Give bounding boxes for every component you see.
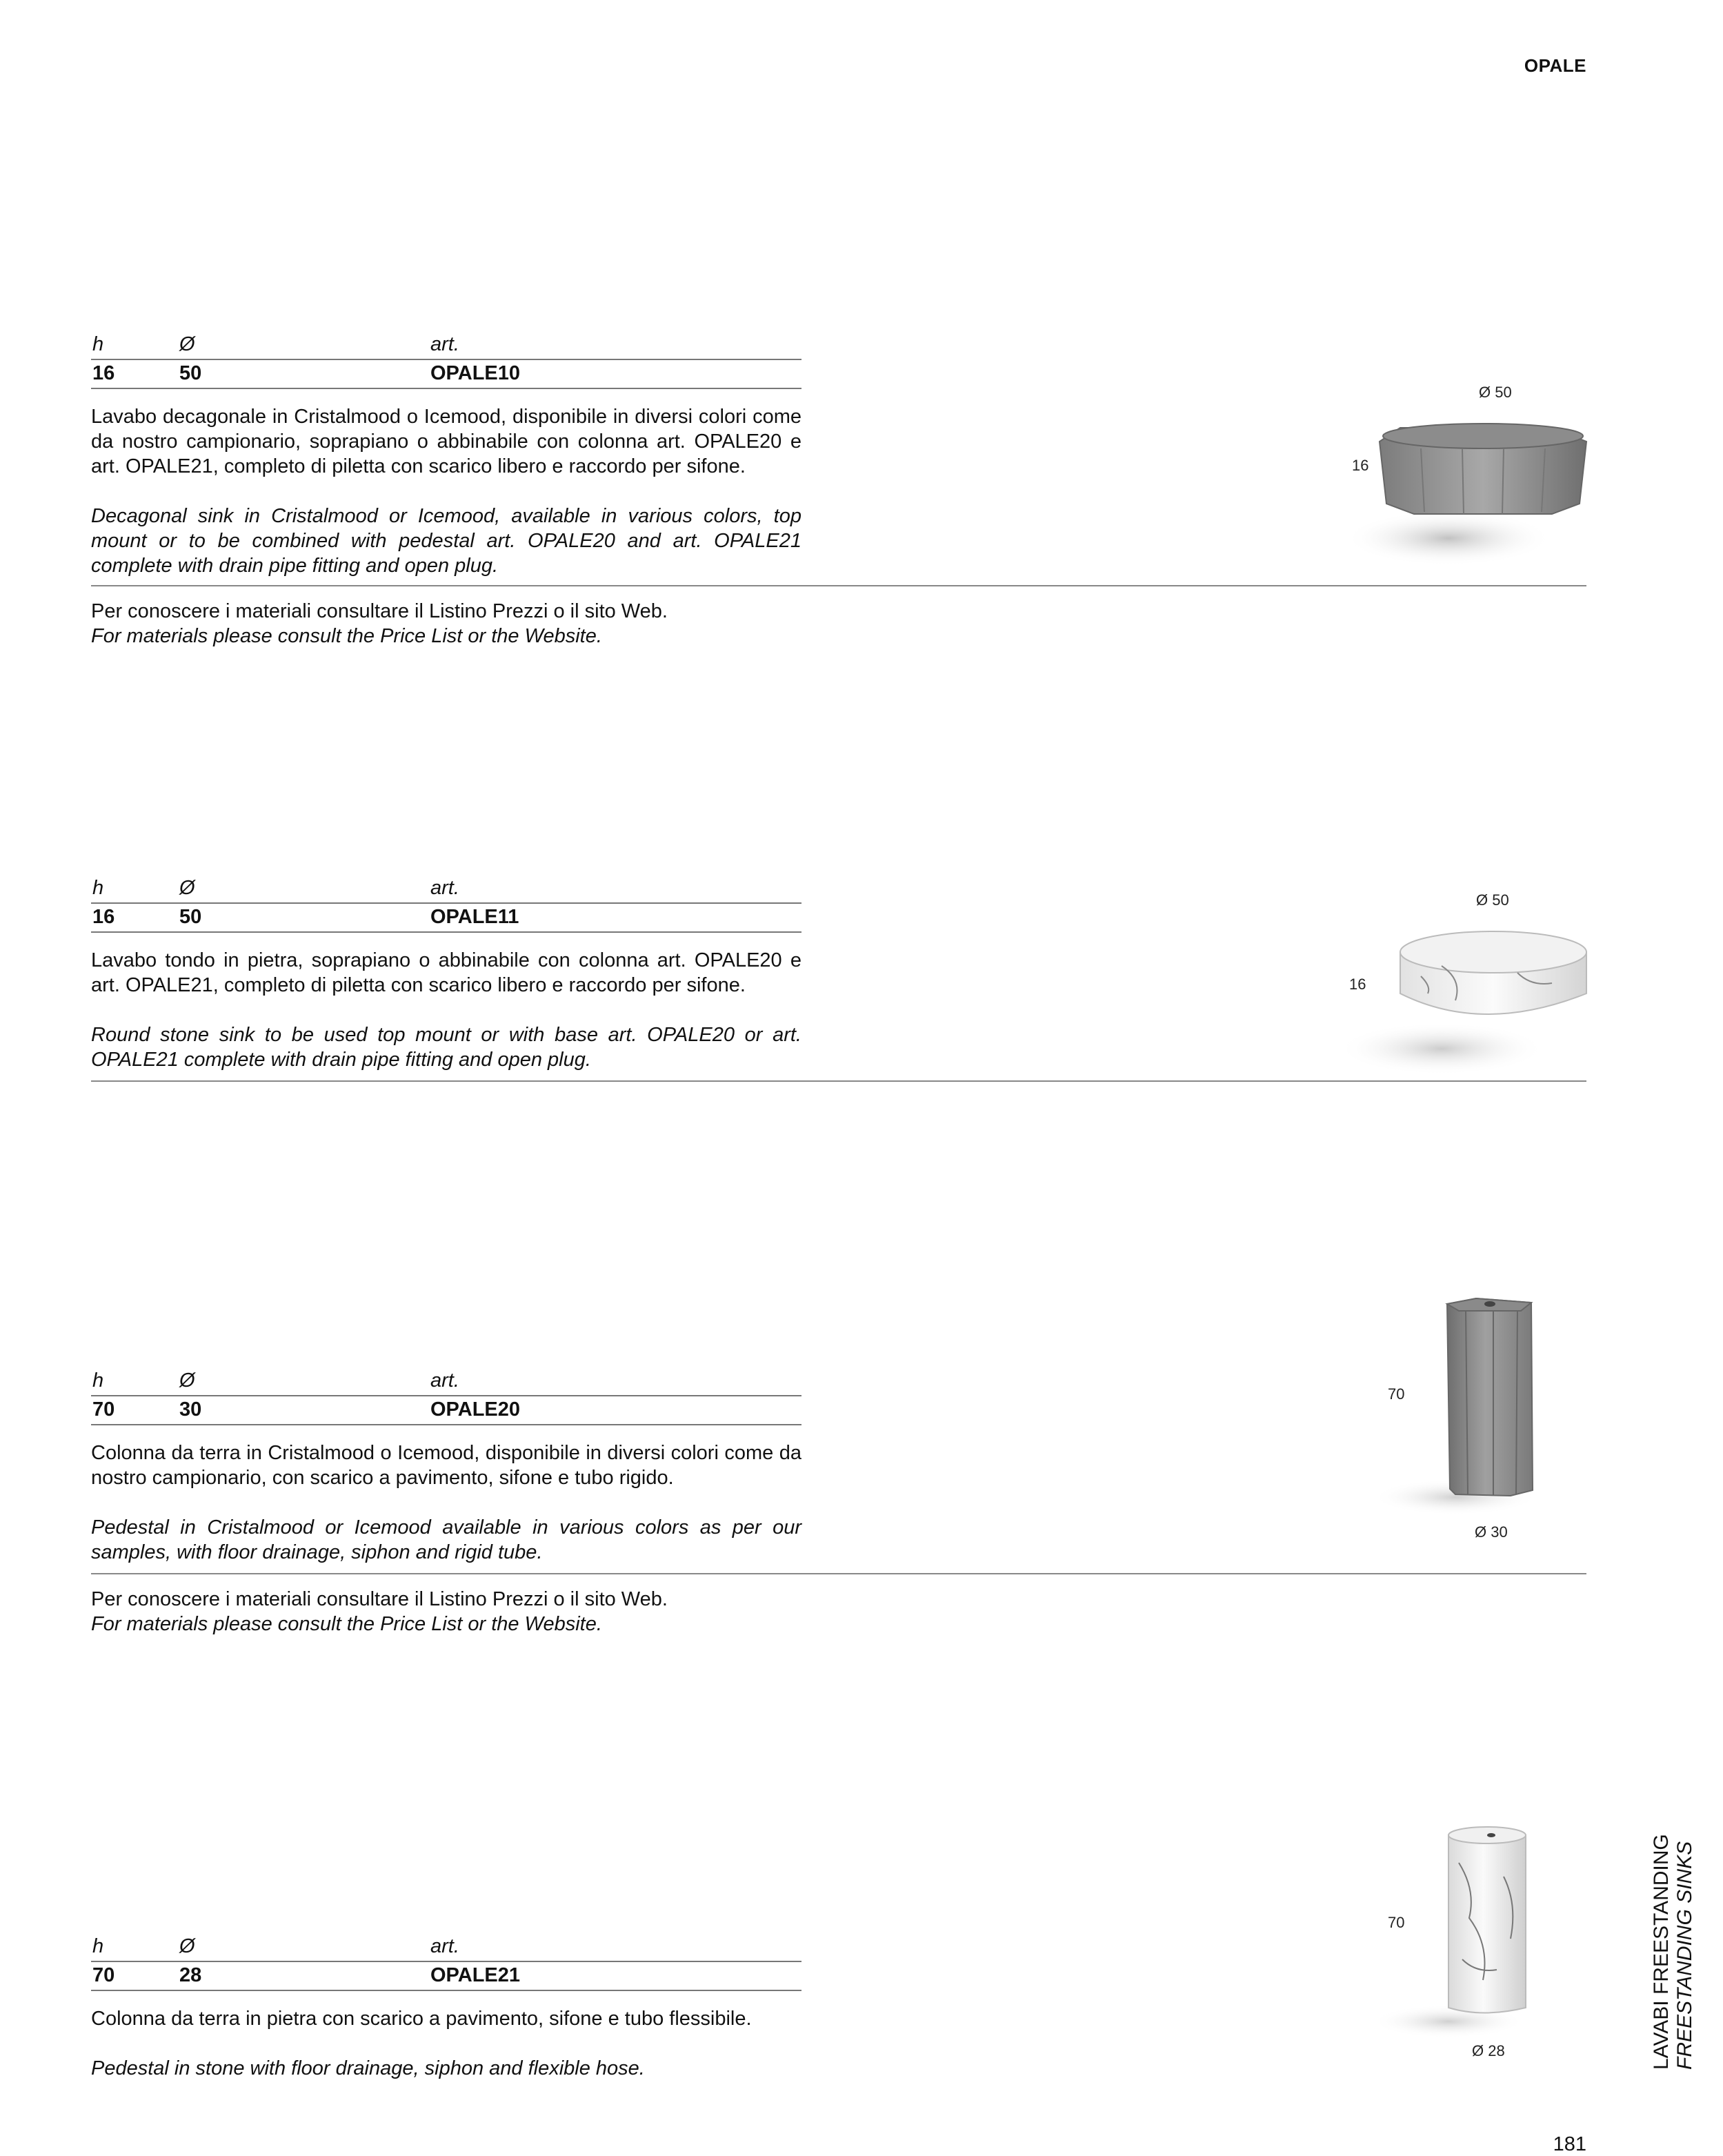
description-en: Round stone sink to be used top mount or with base art. OPALE20 or art. OPALE21 complete with drain pipe fitting and open plug. [91,1024,801,1071]
col-h-label: h [92,1369,104,1392]
value-diameter: 50 [179,362,202,384]
round-stone-sink-image [1345,918,1607,1076]
note-en: For materials please consult the Price List or the Website. [91,625,602,647]
sidebar-line-it: LAVABI FREESTANDING [1650,1834,1673,2070]
col-h-label: h [92,1935,104,1957]
value-h: 70 [92,1964,115,1986]
product-spec-opale11 [91,876,801,1072]
value-h: 16 [92,906,115,928]
pedestal-column-image [1373,1290,1580,1518]
dimension-diameter: Ø 50 [1479,384,1512,401]
dimension-diameter: Ø 50 [1476,891,1509,909]
description-en: Pedestal in Cristalmood or Icemood available in various colors as per our samples, with floor drainage, siphon and rigid tube. [91,1516,801,1563]
col-h-label: h [92,333,104,355]
divider [91,1573,1586,1574]
spec-header [91,1369,801,1396]
sidebar-line-en: FREESTANDING SINKS [1673,1841,1696,2070]
materials-note [91,599,668,649]
product-spec-opale20 [91,1369,801,1565]
spec-row [91,360,801,389]
description-it: Lavabo tondo in pietra, soprapiano o abbinabile con colonna art. OPALE20 e art. OPALE21, completo di piletta con scarico libero e raccordo per sifone. [91,949,801,996]
value-h: 70 [92,1398,115,1421]
spec-row [91,1396,801,1425]
divider [91,585,1586,586]
page-number: 181 [1553,2133,1586,2155]
note-it: Per conoscere i materiali consultare il Listino Prezzi o il sito Web. [91,600,668,622]
spec-header [91,333,801,360]
value-art: OPALE20 [430,1398,521,1421]
value-diameter: 30 [179,1398,202,1421]
dimension-height: 16 [1352,457,1369,474]
col-diameter-label: Ø [179,1935,195,1957]
description-it: Lavabo decagonale in Cristalmood o Icemood, disponibile in diversi colori come da nostro campionario, soprapiano o abbinabile con colonna art. OPALE20 e art. OPALE21, completo di piletta con scarico libero e raccordo per sifone. [91,406,801,477]
value-art: OPALE21 [430,1964,521,1986]
description-it: Colonna da terra in pietra con scarico a pavimento, sifone e tubo flessibile. [91,2008,752,2030]
value-art: OPALE11 [430,906,519,928]
value-h: 16 [92,362,115,384]
col-h-label: h [92,877,104,899]
product-spec-opale10 [91,333,801,578]
description-en: Pedestal in stone with floor drainage, siphon and flexible hose. [91,2057,645,2079]
spec-header [91,876,801,904]
dimension-height: 70 [1388,1385,1405,1403]
spec-header [91,1935,801,1962]
col-diameter-label: Ø [179,1369,195,1392]
product-spec-opale21 [91,1935,801,2081]
value-art: OPALE10 [430,362,521,384]
note-en: For materials please consult the Price List or the Website. [91,1613,602,1635]
dimension-diameter: Ø 30 [1475,1523,1508,1541]
spec-row [91,904,801,933]
decagonal-sink-image [1345,407,1607,573]
col-art-label: art. [430,877,459,899]
spec-row [91,1962,801,1991]
section-sidebar-label [1650,1766,1697,2070]
description-it: Colonna da terra in Cristalmood o Icemood, disponibile in diversi colori come da nostro campionario, con scarico a pavimento, sifone e tubo rigido. [91,1442,801,1489]
description-en: Decagonal sink in Cristalmood or Icemood, available in various colors, top mount or to be combined with pedestal art. OPALE20 and art. OPALE21 complete with drain pipe fitting and open plug. [91,505,801,577]
dimension-height: 16 [1349,976,1366,993]
value-diameter: 50 [179,906,202,928]
stone-pedestal-image [1380,1821,1573,2042]
brand-name: OPALE [1524,55,1586,76]
col-diameter-label: Ø [179,333,195,355]
col-art-label: art. [430,333,459,355]
col-diameter-label: Ø [179,877,195,899]
note-it: Per conoscere i materiali consultare il Listino Prezzi o il sito Web. [91,1588,668,1610]
dimension-height: 70 [1388,1914,1405,1931]
materials-note [91,1587,668,1636]
col-art-label: art. [430,1935,459,1957]
col-art-label: art. [430,1369,459,1392]
dimension-diameter: Ø 28 [1472,2042,1505,2059]
divider [91,1080,1586,1082]
value-diameter: 28 [179,1964,202,1986]
